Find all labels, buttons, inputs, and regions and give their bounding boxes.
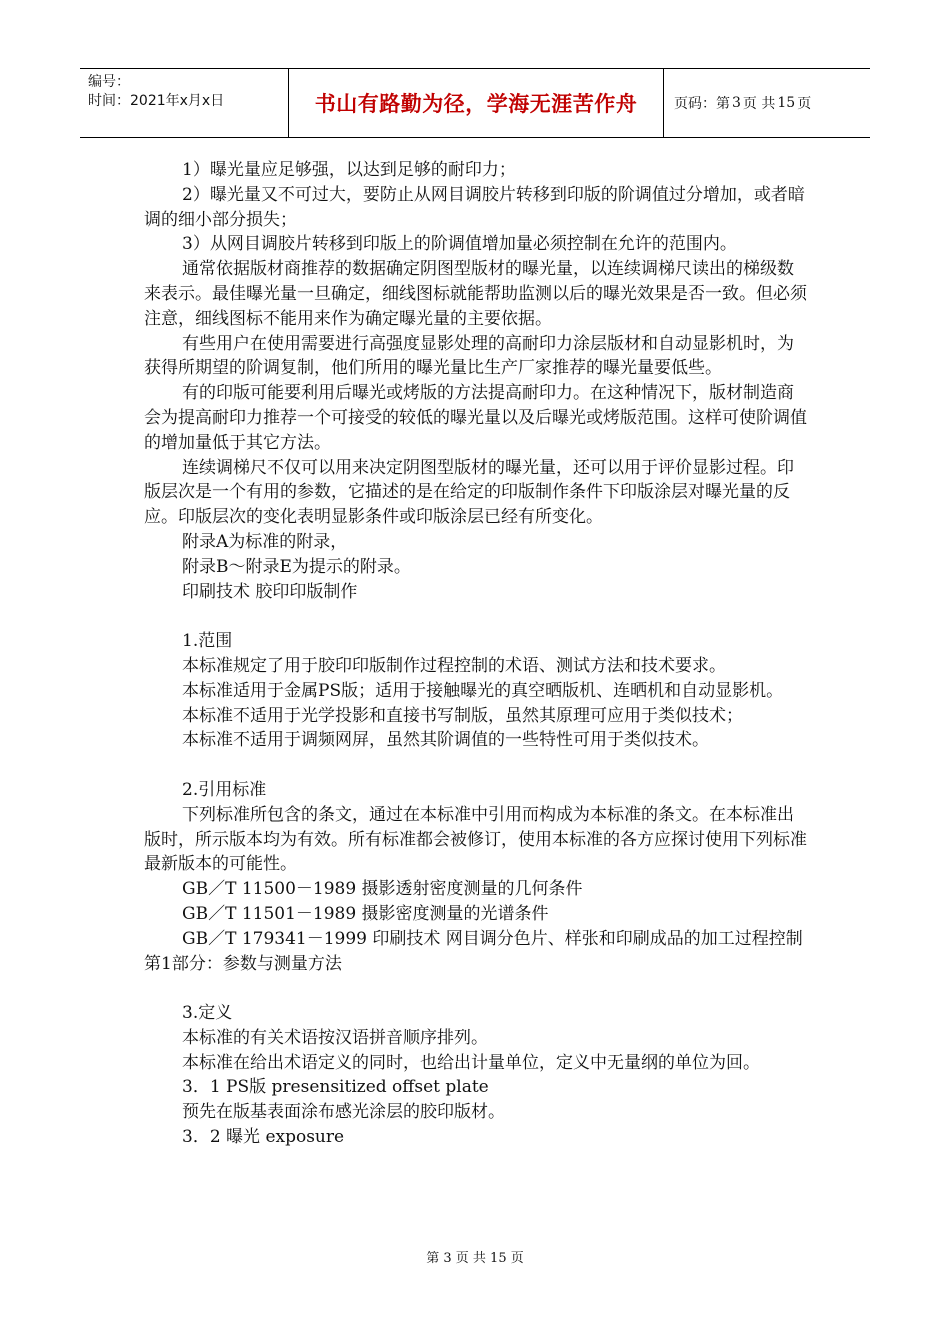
body-paragraph: 本标准不适用于光学投影和直接书写制版，虽然其原理可应用于类似技术； [182, 705, 743, 726]
page-header [80, 68, 870, 138]
blank-line [144, 753, 808, 778]
page-total: 15 [777, 95, 796, 111]
body-paragraph: 3）从网目调胶片转移到印版上的阶调值增加量必须控制在允许的范围内。 [182, 234, 737, 255]
body-paragraph: 附录A为标准的附录， [182, 531, 348, 552]
body-paragraph: 连续调梯尺不仅可以用来决定阴图型版材的曝光量，还可以用于评价显影过程。印版层次是一个有用的参数，它描述的是在给定的印版制作条件下印版涂层对曝光量的反应。印版层次的变化表明显影条件或印版涂层已经有所变化。 [144, 457, 794, 528]
document-time-label: 时间：2021年x月x日 [88, 93, 225, 109]
document-body [144, 158, 808, 1150]
body-paragraph: 本标准适用于金属PS版；适用于接触曝光的真空晒版机、连晒机和自动显影机。 [182, 680, 784, 701]
body-paragraph: 2.引用标准 [182, 779, 267, 800]
body-paragraph: 通常依据版材商推荐的数据确定阴图型版材的曝光量，以连续调梯尺读出的梯级数来表示。最佳曝光量一旦确定，细线图标就能帮助监测以后的曝光效果是否一致。但必须注意，细线图标不能用来作为确定曝光量的主要依据。 [144, 259, 807, 329]
body-paragraph: 印刷技术 胶印印版制作 [182, 581, 358, 602]
page-current: 3 [732, 95, 741, 111]
header-motto: 书山有路勤为径，学海无涯苦作舟 [289, 69, 664, 137]
blank-line [144, 604, 808, 629]
body-paragraph: 3.定义 [182, 1003, 233, 1024]
body-paragraph: 下列标准所包含的条文，通过在本标准中引用而构成为本标准的条文。在本标准出版时，所示版本均为有效。所有标准都会被修订，使用本标准的各方应探讨使用下列标准最新版本的可能性。 [144, 804, 807, 875]
body-paragraph: 本标准规定了用于胶印印版制作过程控制的术语、测试方法和技术要求。 [182, 655, 726, 676]
document-number-label: 编号： [88, 74, 130, 90]
body-paragraph: 本标准的有关术语按汉语拼音顺序排列。 [182, 1027, 488, 1048]
body-paragraph: GB／T 11500－1989 摄影透射密度测量的几何条件 [182, 879, 583, 900]
blank-line [144, 976, 808, 1001]
body-paragraph: 3．1 PS版 presensitized offset plate [182, 1077, 489, 1098]
body-paragraph: 附录B～附录E为提示的附录。 [182, 556, 411, 577]
body-paragraph: 有的印版可能要利用后曝光或烤版的方法提高耐印力。在这种情况下，版材制造商会为提高耐印力推荐一个可接受的较低的曝光量以及后曝光或烤版范围。这样可使阶调值的增加量低于其它方法。 [144, 383, 807, 453]
body-paragraph: GB／T 179341－1999 印刷技术 网目调分色片、样张和印刷成品的加工过程控制第1部分：参数与测量方法 [144, 928, 803, 974]
body-paragraph: 2）曝光量又不可过大，要防止从网目调胶片转移到印版的阶调值过分增加，或者暗调的细小部分损失； [144, 184, 805, 230]
page-label-suffix: 页 [797, 96, 812, 112]
page-label-prefix: 页码：第 [674, 96, 730, 112]
header-page-number [664, 69, 870, 137]
body-paragraph: 预先在版基表面涂布感光涂层的胶印版材。 [182, 1102, 505, 1123]
body-paragraph: 本标准在给出术语定义的同时，也给出计量单位，定义中无量纲的单位为回。 [182, 1052, 760, 1073]
body-paragraph: 本标准不适用于调频网屏，虽然其阶调值的一些特性可用于类似技术。 [182, 730, 709, 751]
body-paragraph: GB／T 11501－1989 摄影密度测量的光谱条件 [182, 903, 549, 924]
header-meta [80, 69, 289, 137]
body-paragraph: 1.范围 [182, 631, 233, 652]
page-label-mid: 页 共 [742, 96, 776, 112]
body-paragraph: 有些用户在使用需要进行高强度显影处理的高耐印力涂层版材和自动显影机时，为获得所期望的阶调复制，他们所用的曝光量比生产厂家推荐的曝光量要低些。 [144, 333, 794, 379]
page-footer: 第 3 页 共 15 页 [426, 1251, 524, 1266]
body-paragraph: 3．2 曝光 exposure [182, 1127, 345, 1148]
body-paragraph: 1）曝光量应足够强，以达到足够的耐印力； [182, 160, 516, 180]
